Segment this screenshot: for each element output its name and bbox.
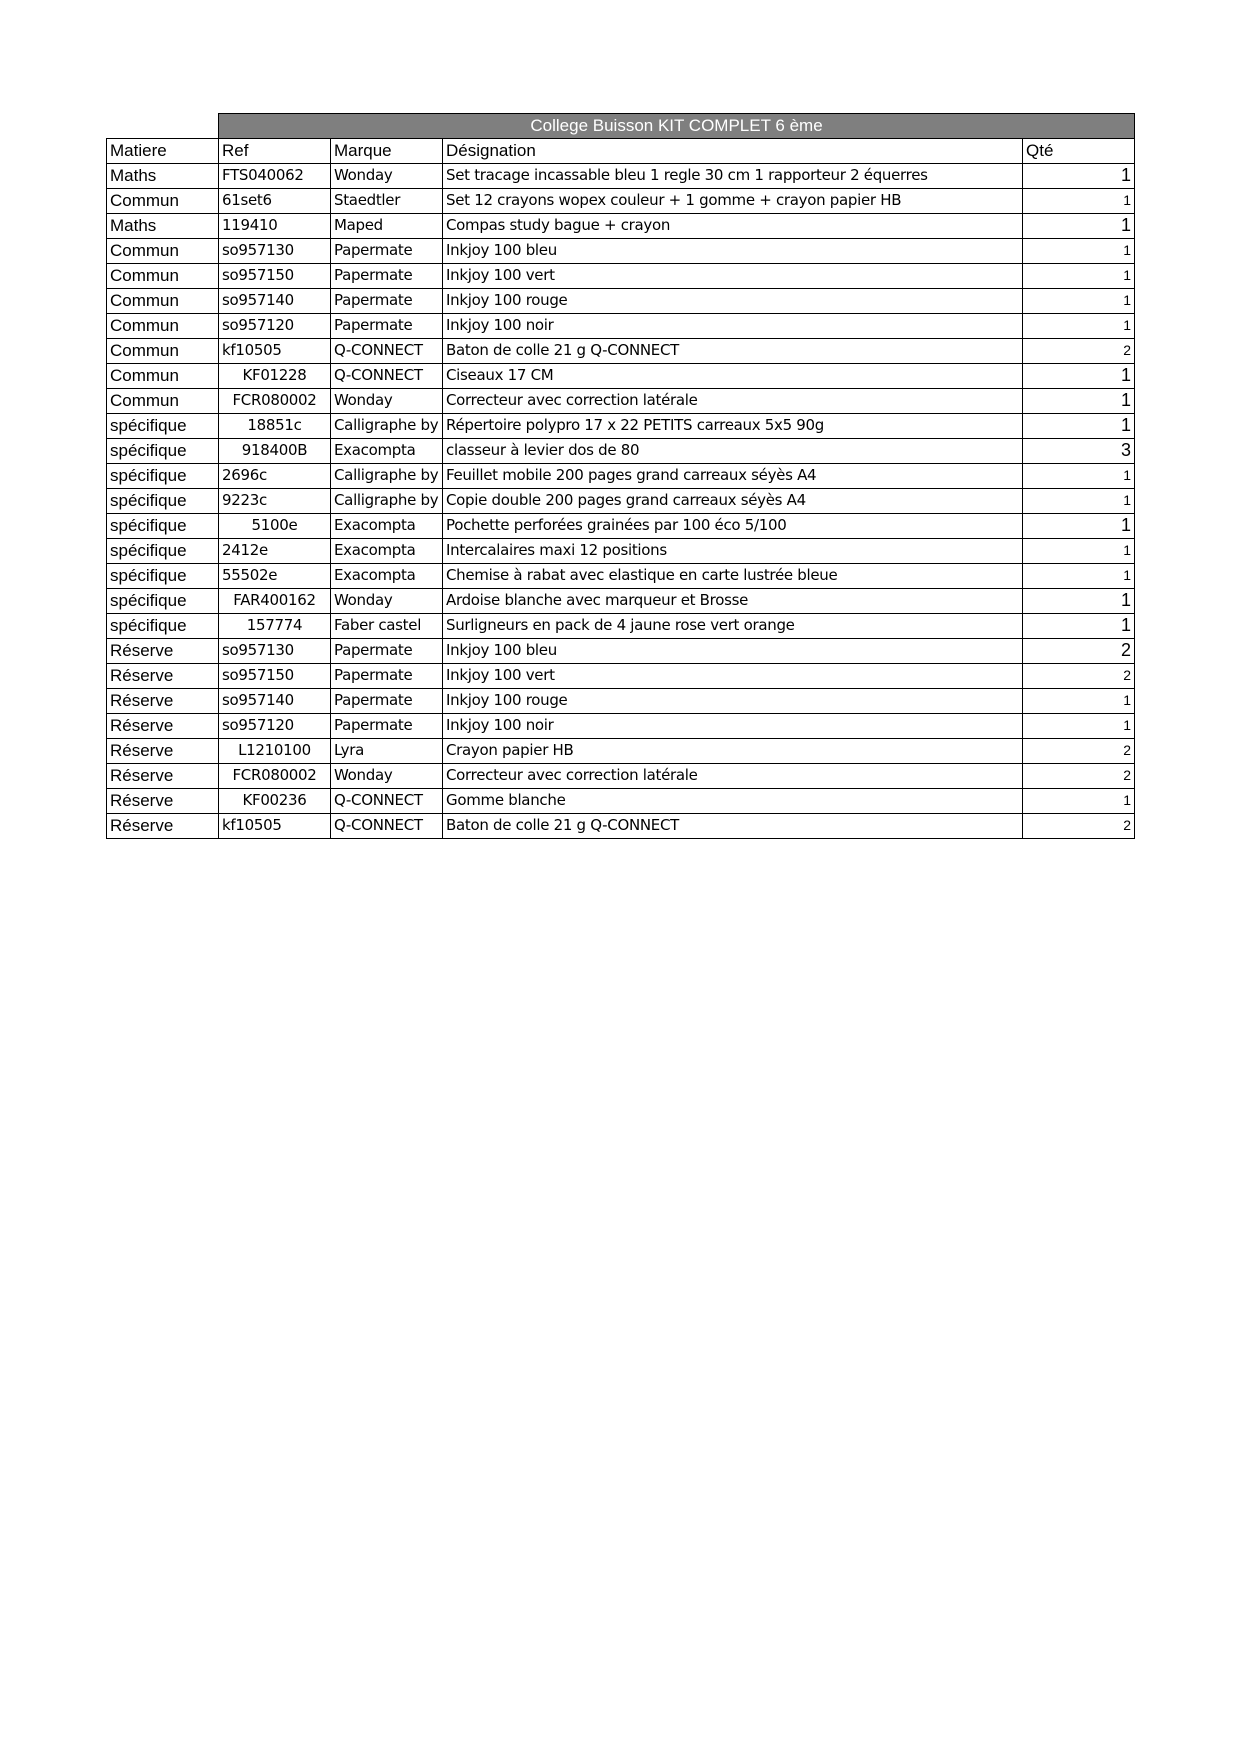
cell-ref: 61set6 [219,188,331,213]
cell-qte: 1 [1023,163,1135,188]
cell-matiere: spécifique [107,563,219,588]
header-row [107,138,1135,163]
cell-designation: Répertoire polypro 17 x 22 PETITS carreaux 5x5 90g [443,413,1023,438]
cell-qte: 1 [1023,463,1135,488]
table-row [107,813,1135,838]
cell-marque: Exacompta [331,513,443,538]
cell-ref: 2412e [219,538,331,563]
cell-designation: Inkjoy 100 rouge [443,288,1023,313]
cell-matiere: Réserve [107,688,219,713]
cell-ref: 119410 [219,213,331,238]
cell-designation: Inkjoy 100 bleu [443,238,1023,263]
cell-qte: 3 [1023,438,1135,463]
table-row [107,238,1135,263]
cell-marque: Q-CONNECT [331,363,443,388]
cell-marque: Q-CONNECT [331,338,443,363]
cell-designation: Crayon papier HB [443,738,1023,763]
cell-designation: Inkjoy 100 vert [443,663,1023,688]
table-row [107,663,1135,688]
cell-ref: so957120 [219,313,331,338]
cell-matiere: spécifique [107,463,219,488]
cell-qte: 1 [1023,513,1135,538]
cell-matiere: Réserve [107,663,219,688]
cell-ref: 55502e [219,563,331,588]
cell-matiere: Réserve [107,638,219,663]
cell-qte: 1 [1023,538,1135,563]
table-row [107,638,1135,663]
cell-marque: Wonday [331,588,443,613]
cell-qte: 1 [1023,388,1135,413]
header-matiere: Matiere [107,138,219,163]
cell-marque: Wonday [331,763,443,788]
table-row [107,363,1135,388]
cell-qte: 1 [1023,213,1135,238]
cell-designation: Inkjoy 100 rouge [443,688,1023,713]
cell-ref: so957130 [219,638,331,663]
cell-designation: Chemise à rabat avec elastique en carte lustrée bleue [443,563,1023,588]
cell-ref: FAR400162 [219,588,331,613]
cell-marque: Q-CONNECT [331,813,443,838]
cell-matiere: spécifique [107,588,219,613]
cell-matiere: Réserve [107,738,219,763]
cell-qte: 2 [1023,338,1135,363]
cell-qte: 1 [1023,613,1135,638]
table-row [107,438,1135,463]
cell-ref: so957130 [219,238,331,263]
cell-qte: 1 [1023,563,1135,588]
cell-qte: 1 [1023,363,1135,388]
cell-matiere: Commun [107,363,219,388]
cell-ref: so957140 [219,688,331,713]
table-row [107,263,1135,288]
cell-designation: Inkjoy 100 noir [443,313,1023,338]
cell-matiere: spécifique [107,438,219,463]
cell-ref: so957150 [219,263,331,288]
cell-marque: Papermate [331,663,443,688]
cell-designation: Baton de colle 21 g Q-CONNECT [443,813,1023,838]
cell-ref: KF01228 [219,363,331,388]
cell-matiere: spécifique [107,488,219,513]
cell-matiere: Maths [107,213,219,238]
cell-marque: Papermate [331,713,443,738]
cell-designation: Copie double 200 pages grand carreaux séyès A4 [443,488,1023,513]
cell-designation: Inkjoy 100 noir [443,713,1023,738]
cell-ref: 918400B [219,438,331,463]
cell-matiere: spécifique [107,413,219,438]
table-row [107,738,1135,763]
cell-qte: 1 [1023,238,1135,263]
cell-marque: Papermate [331,288,443,313]
cell-marque: Staedtler [331,188,443,213]
cell-designation: Correcteur avec correction latérale [443,763,1023,788]
table-row [107,513,1135,538]
cell-ref: so957140 [219,288,331,313]
cell-ref: FCR080002 [219,388,331,413]
cell-marque: Wonday [331,388,443,413]
header-qte: Qté [1023,138,1135,163]
cell-ref: 18851c [219,413,331,438]
cell-marque: Wonday [331,163,443,188]
cell-designation: Ciseaux 17 CM [443,363,1023,388]
cell-matiere: Commun [107,338,219,363]
cell-ref: KF00236 [219,788,331,813]
cell-designation: Intercalaires maxi 12 positions [443,538,1023,563]
cell-designation: Ardoise blanche avec marqueur et Brosse [443,588,1023,613]
cell-marque: Exacompta [331,438,443,463]
table-row [107,613,1135,638]
cell-marque: Papermate [331,313,443,338]
cell-marque: Papermate [331,263,443,288]
cell-designation: Feuillet mobile 200 pages grand carreaux séyès A4 [443,463,1023,488]
cell-designation: Pochette perforées grainées par 100 éco 5/100 [443,513,1023,538]
cell-qte: 2 [1023,638,1135,663]
table-row [107,313,1135,338]
cell-designation: Baton de colle 21 g Q-CONNECT [443,338,1023,363]
table-row [107,588,1135,613]
table-row [107,388,1135,413]
cell-marque: Q-CONNECT [331,788,443,813]
cell-ref: 9223c [219,488,331,513]
table-row [107,688,1135,713]
cell-ref: L1210100 [219,738,331,763]
cell-marque: Papermate [331,638,443,663]
cell-marque: Calligraphe by [331,463,443,488]
cell-matiere: Réserve [107,763,219,788]
cell-designation: Surligneurs en pack de 4 jaune rose vert orange [443,613,1023,638]
title-blank-cell [107,114,219,139]
cell-marque: Exacompta [331,538,443,563]
table-row [107,188,1135,213]
cell-matiere: Commun [107,388,219,413]
cell-matiere: Commun [107,263,219,288]
cell-marque: Lyra [331,738,443,763]
table-row [107,788,1135,813]
cell-ref: kf10505 [219,338,331,363]
cell-designation: Inkjoy 100 vert [443,263,1023,288]
header-marque: Marque [331,138,443,163]
cell-qte: 1 [1023,713,1135,738]
table-row [107,288,1135,313]
cell-marque: Papermate [331,238,443,263]
table-row [107,488,1135,513]
cell-qte: 2 [1023,663,1135,688]
table-row [107,563,1135,588]
cell-ref: so957120 [219,713,331,738]
cell-matiere: Commun [107,288,219,313]
cell-matiere: Commun [107,238,219,263]
cell-qte: 2 [1023,763,1135,788]
cell-designation: Inkjoy 100 bleu [443,638,1023,663]
table-row [107,338,1135,363]
cell-marque: Calligraphe by [331,488,443,513]
cell-ref: kf10505 [219,813,331,838]
cell-qte: 1 [1023,488,1135,513]
cell-designation: Set tracage incassable bleu 1 regle 30 cm 1 rapporteur 2 équerres [443,163,1023,188]
cell-qte: 1 [1023,788,1135,813]
cell-marque: Papermate [331,688,443,713]
cell-qte: 2 [1023,738,1135,763]
table-title: College Buisson KIT COMPLET 6 ème [219,114,1135,139]
cell-marque: Maped [331,213,443,238]
title-row [107,114,1135,139]
cell-qte: 1 [1023,588,1135,613]
cell-ref: FTS040062 [219,163,331,188]
cell-matiere: spécifique [107,538,219,563]
cell-designation: Gomme blanche [443,788,1023,813]
cell-qte: 1 [1023,188,1135,213]
table-row [107,163,1135,188]
cell-ref: 2696c [219,463,331,488]
cell-designation: Correcteur avec correction latérale [443,388,1023,413]
cell-designation: classeur à levier dos de 80 [443,438,1023,463]
header-ref: Ref [219,138,331,163]
cell-ref: 5100e [219,513,331,538]
table-row [107,413,1135,438]
cell-ref: 157774 [219,613,331,638]
cell-marque: Exacompta [331,563,443,588]
cell-marque: Calligraphe by [331,413,443,438]
cell-matiere: Réserve [107,788,219,813]
cell-qte: 1 [1023,288,1135,313]
table-row [107,213,1135,238]
cell-designation: Set 12 crayons wopex couleur + 1 gomme + crayon papier HB [443,188,1023,213]
table-row [107,463,1135,488]
cell-designation: Compas study bague + crayon [443,213,1023,238]
cell-qte: 1 [1023,688,1135,713]
cell-matiere: Commun [107,188,219,213]
header-designation: Désignation [443,138,1023,163]
cell-qte: 2 [1023,813,1135,838]
table-row [107,763,1135,788]
cell-matiere: Réserve [107,813,219,838]
cell-qte: 1 [1023,263,1135,288]
cell-ref: FCR080002 [219,763,331,788]
cell-matiere: spécifique [107,613,219,638]
cell-qte: 1 [1023,413,1135,438]
supply-list-table [106,113,1135,839]
cell-matiere: Réserve [107,713,219,738]
cell-matiere: Commun [107,313,219,338]
cell-ref: so957150 [219,663,331,688]
cell-qte: 1 [1023,313,1135,338]
table-row [107,713,1135,738]
table-row [107,538,1135,563]
cell-marque: Faber castel [331,613,443,638]
cell-matiere: spécifique [107,513,219,538]
cell-matiere: Maths [107,163,219,188]
